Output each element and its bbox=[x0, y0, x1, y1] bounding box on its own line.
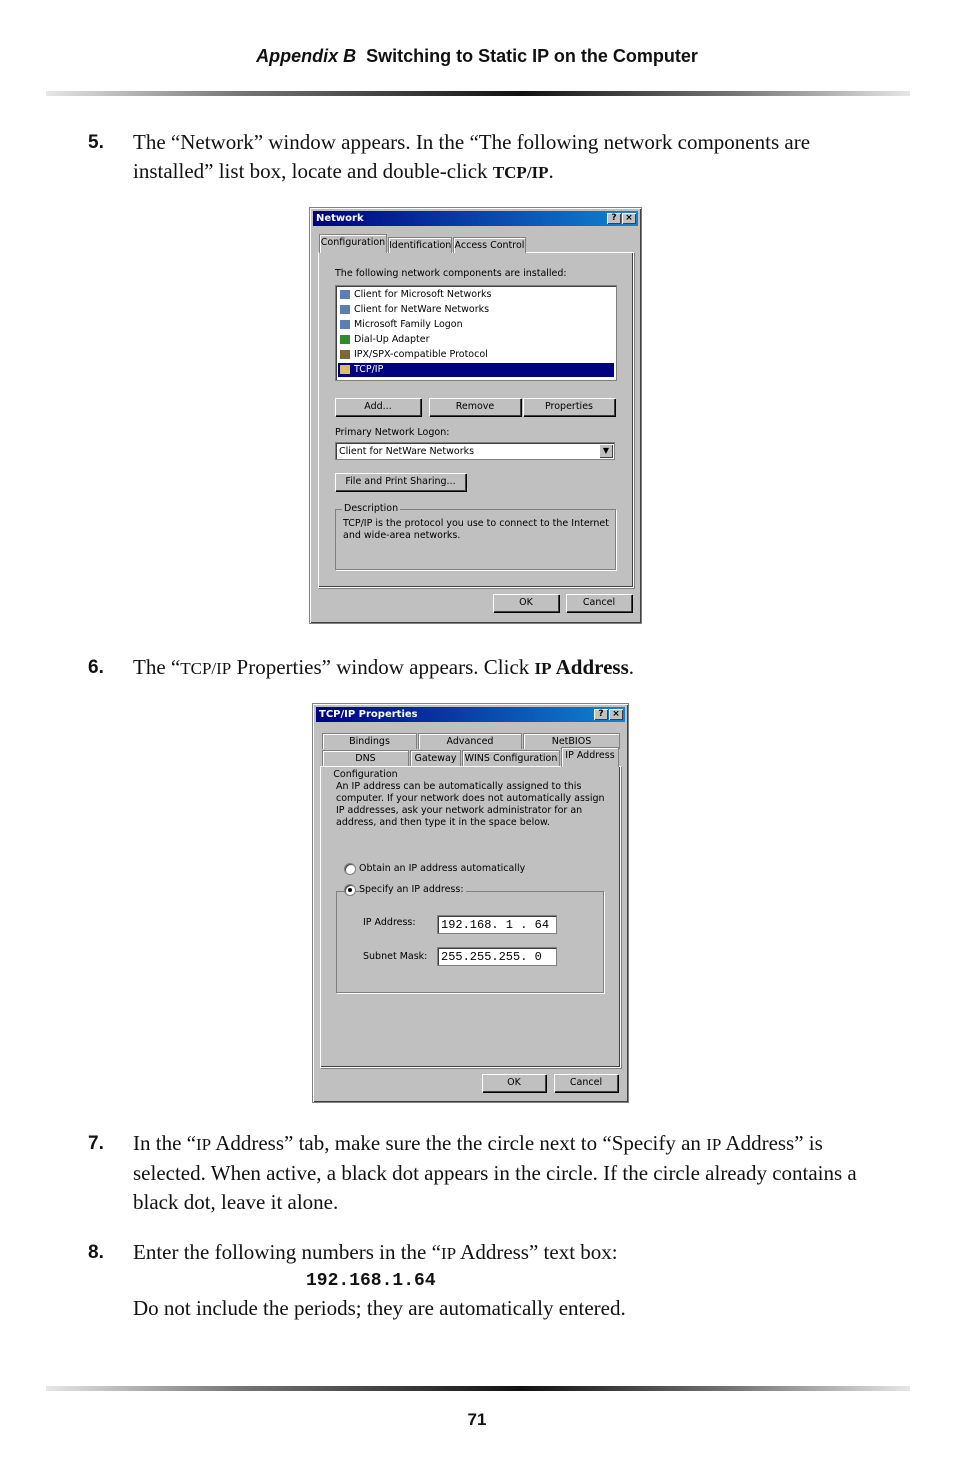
step-text-mid: Address” tab, make sure the the circle next to “Specify an bbox=[211, 1131, 707, 1155]
ok-button[interactable]: OK bbox=[493, 594, 559, 612]
bold-term: TCP/IP bbox=[492, 163, 549, 182]
logon-combobox[interactable] bbox=[335, 442, 615, 460]
list-item[interactable] bbox=[338, 318, 463, 332]
network-window bbox=[309, 207, 642, 624]
window-title: Network bbox=[316, 213, 364, 224]
step-number: 5. bbox=[88, 132, 104, 153]
help-button[interactable]: ? bbox=[607, 213, 621, 224]
close-button[interactable]: × bbox=[609, 709, 623, 720]
tcpip-properties-window bbox=[312, 703, 629, 1103]
step-text: The “Network” window appears. In the “The following network components are installed” list box, locate and double-click bbox=[133, 130, 811, 183]
list-item-label: Dial-Up Adapter bbox=[354, 334, 430, 345]
description-text: TCP/IP is the protocol you use to connect to the Internet and wide-area networks. bbox=[343, 518, 609, 541]
remove-button[interactable]: Remove bbox=[429, 398, 521, 416]
help-button[interactable]: ? bbox=[594, 709, 608, 720]
tab-wins-configuration[interactable]: WINS Configuration bbox=[462, 750, 560, 766]
step-7 bbox=[88, 1129, 878, 1217]
logon-value: Client for NetWare Networks bbox=[339, 446, 475, 457]
ip-code: 192.168.1.64 bbox=[306, 1271, 436, 1291]
tab-dns-configuration[interactable]: DNS Configuration bbox=[322, 750, 409, 766]
list-item[interactable] bbox=[338, 333, 430, 347]
tab-bindings[interactable]: Bindings bbox=[322, 733, 417, 749]
protocol-icon bbox=[340, 350, 350, 359]
list-item-selected[interactable] bbox=[338, 363, 614, 377]
small-caps-term: TCP/IP bbox=[180, 659, 232, 678]
tab-identification[interactable]: Identification bbox=[388, 237, 452, 253]
adapter-icon bbox=[340, 335, 350, 344]
tab-gateway[interactable]: Gateway bbox=[410, 750, 461, 766]
chevron-down-icon[interactable]: ▼ bbox=[599, 444, 613, 458]
tab-ip-address[interactable]: IP Address bbox=[561, 747, 619, 767]
specify-ip-group bbox=[336, 891, 604, 993]
cancel-button[interactable]: Cancel bbox=[566, 594, 632, 612]
step-text-end: Address” is selected. When active, a black dot appears in the circle. If the circle already contains a black dot, leave it alone. bbox=[133, 1131, 857, 1214]
step-8 bbox=[88, 1238, 878, 1323]
file-print-sharing-button[interactable]: File and Print Sharing... bbox=[335, 473, 466, 491]
header-rule bbox=[46, 91, 910, 96]
bold-term: IP bbox=[534, 659, 552, 678]
tab-netbios[interactable]: NetBIOS bbox=[523, 733, 620, 749]
components-list[interactable] bbox=[335, 285, 617, 381]
close-button[interactable]: × bbox=[622, 213, 636, 224]
list-item-label: Microsoft Family Logon bbox=[354, 319, 463, 330]
client-icon bbox=[340, 290, 350, 299]
step-text: Enter the following numbers in the “ bbox=[133, 1240, 441, 1264]
tab-advanced[interactable]: Advanced bbox=[418, 733, 522, 749]
small-caps-term: IP bbox=[195, 1135, 212, 1154]
step-text-mid: Properties” window appears. Click bbox=[231, 655, 535, 679]
window-title-bar bbox=[313, 211, 638, 226]
small-caps-term: IP bbox=[440, 1244, 457, 1263]
cancel-button[interactable]: Cancel bbox=[554, 1074, 618, 1092]
ok-button[interactable]: OK bbox=[482, 1074, 546, 1092]
footer-rule bbox=[46, 1386, 910, 1391]
step-text-end: . bbox=[628, 655, 635, 679]
protocol-icon bbox=[340, 365, 350, 374]
list-item[interactable] bbox=[338, 288, 491, 302]
small-caps-term: IP bbox=[706, 1135, 722, 1154]
list-item-label: Client for Microsoft Networks bbox=[354, 289, 492, 300]
subnet-mask-label: Subnet Mask: bbox=[363, 951, 428, 962]
step-5 bbox=[88, 128, 878, 187]
radio-specify-ip-label: Specify an IP address: bbox=[359, 884, 464, 895]
ip-address-label: IP Address: bbox=[363, 917, 416, 928]
list-item-label: TCP/IP bbox=[354, 364, 384, 375]
list-item-label: Client for NetWare Networks bbox=[354, 304, 490, 315]
step-6 bbox=[88, 653, 878, 683]
components-label: The following network components are installed: bbox=[335, 268, 567, 279]
step-text: The “ bbox=[133, 655, 181, 679]
radio-obtain-auto-label: Obtain an IP address automatically bbox=[359, 863, 526, 874]
description-label: Description bbox=[344, 503, 399, 514]
step-text-mid: Address” text box: bbox=[456, 1240, 618, 1264]
list-item-label: IPX/SPX-compatible Protocol bbox=[354, 349, 488, 360]
header-title: Switching to Static IP on the Computer bbox=[366, 46, 698, 66]
ip-address-input[interactable]: 192.168. 1 . 64 bbox=[437, 915, 557, 934]
step-number: 7. bbox=[88, 1133, 104, 1154]
window-title-bar bbox=[316, 707, 625, 722]
step-number: 6. bbox=[88, 657, 104, 678]
running-header bbox=[0, 46, 954, 67]
tab-configuration[interactable]: Configuration bbox=[319, 234, 387, 253]
tab-access-control[interactable]: Access Control bbox=[453, 237, 526, 253]
list-item[interactable] bbox=[338, 303, 489, 317]
client-icon bbox=[340, 320, 350, 329]
client-icon bbox=[340, 305, 350, 314]
radio-obtain-auto[interactable] bbox=[344, 863, 356, 875]
page-number: 71 bbox=[467, 1410, 487, 1429]
window-title: TCP/IP Properties bbox=[319, 709, 418, 720]
properties-button[interactable]: Properties bbox=[523, 398, 615, 416]
list-item[interactable] bbox=[338, 348, 488, 362]
step-number: 8. bbox=[88, 1242, 104, 1263]
subnet-mask-input[interactable]: 255.255.255. 0 bbox=[437, 947, 557, 966]
step-text: In the “ bbox=[133, 1131, 196, 1155]
step-text-end: . bbox=[548, 159, 554, 183]
description-group bbox=[335, 503, 616, 570]
logon-label: Primary Network Logon: bbox=[335, 427, 450, 438]
add-button[interactable]: Add... bbox=[335, 398, 421, 416]
step-note: Do not include the periods; they are automatically entered. bbox=[133, 1296, 626, 1320]
radio-specify-ip[interactable] bbox=[344, 884, 356, 896]
appendix-label: Appendix B bbox=[256, 46, 357, 66]
ip-info-text: An IP address can be automatically assigned to this computer. If your network does not automatically assign IP addresses, ask your network administrator for an address, and then type it in the space below. bbox=[336, 781, 605, 828]
bold-term: Address bbox=[551, 655, 629, 679]
